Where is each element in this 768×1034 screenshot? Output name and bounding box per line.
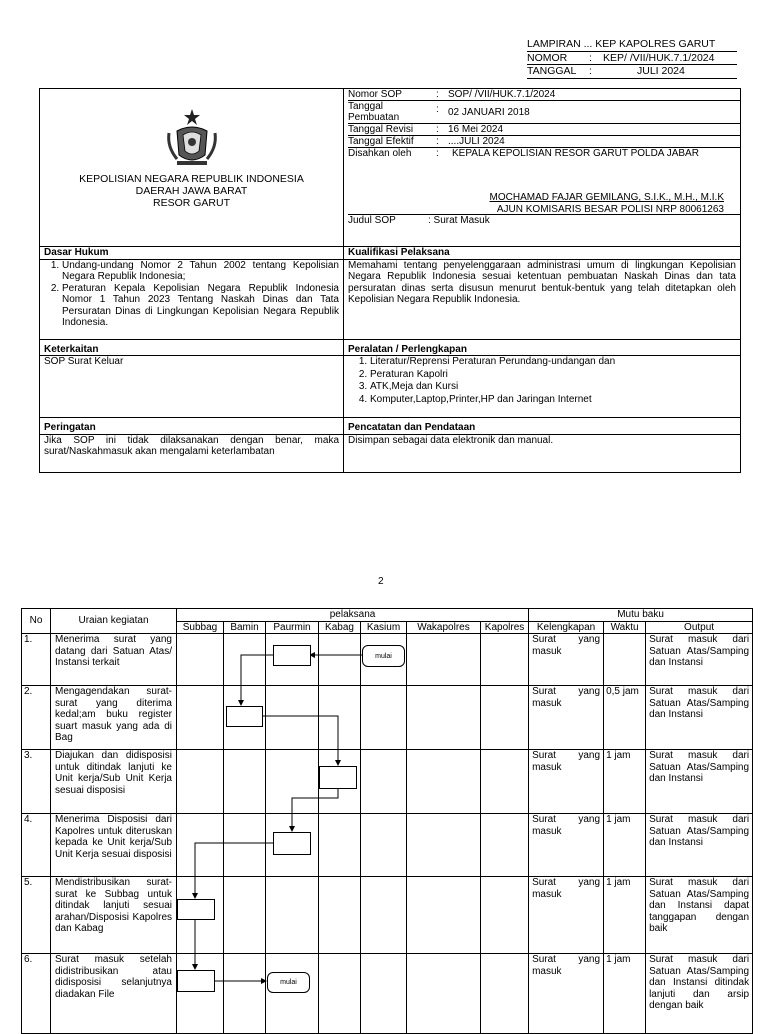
start-terminator: mulai xyxy=(362,645,405,667)
flow-table xyxy=(21,608,753,1034)
peringatan-content: Jika SOP ini tidak dilaksanakan dengan benar, maka surat/Naskahmasuk akan mengalami keterlambatan xyxy=(40,434,344,472)
peralatan-title: Peralatan / Perlengkapan xyxy=(344,339,741,356)
row-output: Surat masuk dari Satuan Atas/Samping dan Instansi xyxy=(646,686,753,750)
header-no: No xyxy=(22,609,51,634)
row-output: Surat masuk dari Satuan Atas/Samping dan Instansi xyxy=(646,634,753,686)
annex-nomor: NOMOR : KEP/ /VII/HUK.7.1/2024 xyxy=(527,52,737,66)
row-uraian: Surat masuk setelah didistribusikan atau didisposisi selanjutnya diadakan File xyxy=(51,954,177,1034)
annex-nomor-value: KEP/ /VII/HUK.7.1/2024 xyxy=(603,51,715,64)
row-waktu: 1 jam xyxy=(604,750,646,814)
end-terminator: mulai xyxy=(267,972,310,993)
header-role-wakapolres: Wakapolres xyxy=(407,621,481,634)
sop-pembuatan-label: Tanggal Pembuatan xyxy=(348,101,400,123)
row-kelengkapan: Surat yang masuk xyxy=(529,877,604,954)
row-uraian: Menerima surat yang datang dari Satuan Atas/ Instansi terkait xyxy=(51,634,177,686)
row-output: Surat masuk dari Satuan Atas/Samping dan Instansi ditindak lanjuti dan arsip dengan baik xyxy=(646,954,753,1034)
peralatan-item: 2. Peraturan Kapolri xyxy=(370,369,736,382)
annex-header xyxy=(527,38,737,79)
org-name: KEPOLISIAN NEGARA REPUBLIK INDONESIA xyxy=(79,172,304,185)
peralatan-item: 4. Komputer,Laptop,Printer,HP dan Jaringan Internet xyxy=(370,394,736,407)
annex-lampiran-text: LAMPIRAN ... KEP KAPOLRES GARUT xyxy=(527,38,716,50)
process-box-step1 xyxy=(273,645,311,666)
row-no: 6. xyxy=(22,954,51,1034)
dasar-hukum-item: 2. Peraturan Kepala Kepolisian Negara Republik Indonesia Nomor 1 Tahun 2023 Tentang Naskah Dinas dan Tata Persuratan Dinas di Lingkungan Kepolisian Negara Republik Indonesia. xyxy=(62,283,339,329)
row-output: Surat masuk dari Satuan Atas/Samping dan Instansi xyxy=(646,750,753,814)
header-uraian: Uraian kegiatan xyxy=(51,609,177,634)
table-row xyxy=(22,686,753,750)
row-uraian: Menerima Disposisi dari Kapolres untuk diteruskan kepada ke Unit kerja/Sub Unit Kerja sesuai disposisi xyxy=(51,814,177,877)
sop-header-table xyxy=(39,88,741,473)
process-box-step2 xyxy=(226,706,263,727)
row-kelengkapan: Surat yang masuk xyxy=(529,686,604,750)
header-role-kapolres: Kapolres xyxy=(481,621,529,634)
org-region: DAERAH JAWA BARAT xyxy=(135,184,248,197)
sop-efektif-value: ....JULI 2024 xyxy=(448,136,505,147)
row-waktu: 0,5 jam xyxy=(604,686,646,750)
annex-tanggal-label: TANGGAL xyxy=(527,65,577,77)
row-kelengkapan: Surat yang masuk xyxy=(529,814,604,877)
sop-judul-value: : Surat Masuk xyxy=(428,215,490,226)
header-role-kabag: Kabag xyxy=(319,621,361,634)
dasar-hukum-item: 1. Undang-undang Nomor 2 Tahun 2002 tentang Kepolisian Negara Republik Indonesia; xyxy=(62,260,339,283)
sop-disahkan-block: Disahkan oleh : KEPALA KEPOLISIAN RESOR GARUT POLDA JABAR MOCHAMAD FAJAR GEMILANG, S.I.K., M.H., M.I.K AJUN KOMISARIS BESAR POLISI NRP 80061263 xyxy=(348,148,740,215)
dasar-hukum-title: Dasar Hukum xyxy=(40,247,344,260)
header-role-bamin: Bamin xyxy=(224,621,266,634)
row-no: 2. xyxy=(22,686,51,750)
annex-nomor-label: NOMOR xyxy=(527,51,568,64)
table-row xyxy=(22,877,753,954)
kualifikasi-content: Memahami tentang penyelenggaraan administrasi umum di lingkungan Kepolisian Negara Republik Indonesia sesuai ketentuan pembuatan Naskah Dinas dan tata persuratan dinas serta disusun menurut bentuk-bentuk yang telah ditetapkan oleh Kepolisian Negara Republik Indonesia. xyxy=(344,259,741,339)
table-row xyxy=(22,750,753,814)
peralatan-content xyxy=(344,356,741,418)
row-kelengkapan: Surat yang masuk xyxy=(529,954,604,1034)
sop-disahkan-value: KEPALA KEPOLISIAN RESOR GARUT POLDA JABAR xyxy=(452,148,699,159)
sop-pembuatan-value: 02 JANUARI 2018 xyxy=(448,107,530,118)
table-row xyxy=(22,954,753,1034)
org-cell xyxy=(40,89,344,247)
peralatan-item: 3. ATK,Meja dan Kursi xyxy=(370,381,736,394)
header-mutu-baku: Mutu baku xyxy=(529,609,753,622)
kualifikasi-title: Kualifikasi Pelaksana xyxy=(344,247,741,260)
header-role-subbag: Subbag xyxy=(177,621,224,634)
row-no: 4. xyxy=(22,814,51,877)
sop-efektif-row: Tanggal Efektif : ....JULI 2024 xyxy=(348,136,740,148)
header-pelaksana: pelaksana xyxy=(177,609,529,622)
sop-info-cell xyxy=(344,89,741,247)
row-waktu: 1 jam xyxy=(604,954,646,1034)
peringatan-title: Peringatan xyxy=(40,418,344,435)
header-output: Output xyxy=(646,621,753,634)
sop-efektif-label: Tanggal Efektif xyxy=(348,136,414,147)
sop-nomor-label: Nomor SOP xyxy=(348,89,402,100)
annex-lampiran xyxy=(527,38,737,52)
keterkaitan-title: Keterkaitan xyxy=(40,339,344,356)
sop-revisi-value: 16 Mei 2024 xyxy=(448,124,504,135)
annex-tanggal-value: JULI 2024 xyxy=(637,65,685,77)
header-role-kasium: Kasium xyxy=(361,621,407,634)
row-no: 1. xyxy=(22,634,51,686)
keterkaitan-content: SOP Surat Keluar xyxy=(40,356,344,418)
header-role-paurmin: Paurmin xyxy=(266,621,319,634)
signer-name: MOCHAMAD FAJAR GEMILANG, S.I.K., M.H., M.I.K xyxy=(489,192,724,203)
signer-rank: AJUN KOMISARIS BESAR POLISI NRP 80061263 xyxy=(496,203,724,215)
process-box-step5 xyxy=(177,899,215,920)
sop-pembuatan-row: Tanggal Pembuatan : 02 JANUARI 2018 xyxy=(348,101,740,124)
pencatatan-content: Disimpan sebagai data elektronik dan manual. xyxy=(344,434,741,472)
row-uraian: Diajukan dan didisposisi untuk ditindak lanjuti ke Unit kerja/Sub Unit Kerja sesuai disposisi xyxy=(51,750,177,814)
annex-tanggal: TANGGAL : JULI 2024 xyxy=(527,65,737,79)
process-box-step4 xyxy=(273,832,311,855)
police-emblem-icon xyxy=(163,107,221,167)
row-kelengkapan: Surat yang masuk xyxy=(529,750,604,814)
row-kelengkapan: Surat yang masuk xyxy=(529,634,604,686)
row-uraian: Mendistribusikan surat-surat ke Subbag untuk ditindak lanjuti sesuai arahan/Disposisi Kapolres dan Kabag xyxy=(51,877,177,954)
sop-nomor-value: SOP/ /VII/HUK.7.1/2024 xyxy=(448,89,556,100)
peralatan-item: 1. Literatur/Reprensi Peraturan Perundang-undangan dan xyxy=(370,356,736,369)
row-waktu: 1 jam xyxy=(604,814,646,877)
page-number: 2 xyxy=(378,576,384,587)
row-output: Surat masuk dari Satuan Atas/Samping dan Instansi dapat tanggapan dengan baik xyxy=(646,877,753,954)
row-output: Surat masuk dari Satuan Atas/Samping dan Instansi xyxy=(646,814,753,877)
row-no: 3. xyxy=(22,750,51,814)
row-uraian: Mengagendakan surat-surat yang diterima kedal;am buku register suart masuk yang ada di Bag xyxy=(51,686,177,750)
sop-nomor-row: Nomor SOP : SOP/ /VII/HUK.7.1/2024 xyxy=(348,89,740,101)
sop-revisi-label: Tanggal Revisi xyxy=(348,124,414,135)
sop-judul-label: Judul SOP xyxy=(348,215,396,226)
process-box-step3 xyxy=(319,766,357,789)
row-waktu xyxy=(604,634,646,686)
sop-disahkan-label: Disahkan oleh xyxy=(348,148,412,159)
row-no: 5. xyxy=(22,877,51,954)
sop-judul-row xyxy=(348,215,740,226)
row-waktu: 1 jam xyxy=(604,877,646,954)
header-kelengkapan: Kelengkapan xyxy=(529,621,604,634)
sop-revisi-row: Tanggal Revisi : 16 Mei 2024 xyxy=(348,124,740,136)
org-unit: RESOR GARUT xyxy=(152,196,230,209)
dasar-hukum-content xyxy=(40,259,344,339)
table-row xyxy=(22,814,753,877)
header-waktu: Waktu xyxy=(604,621,646,634)
process-box-step6 xyxy=(177,970,215,992)
pencatatan-title: Pencatatan dan Pendataan xyxy=(344,418,741,435)
